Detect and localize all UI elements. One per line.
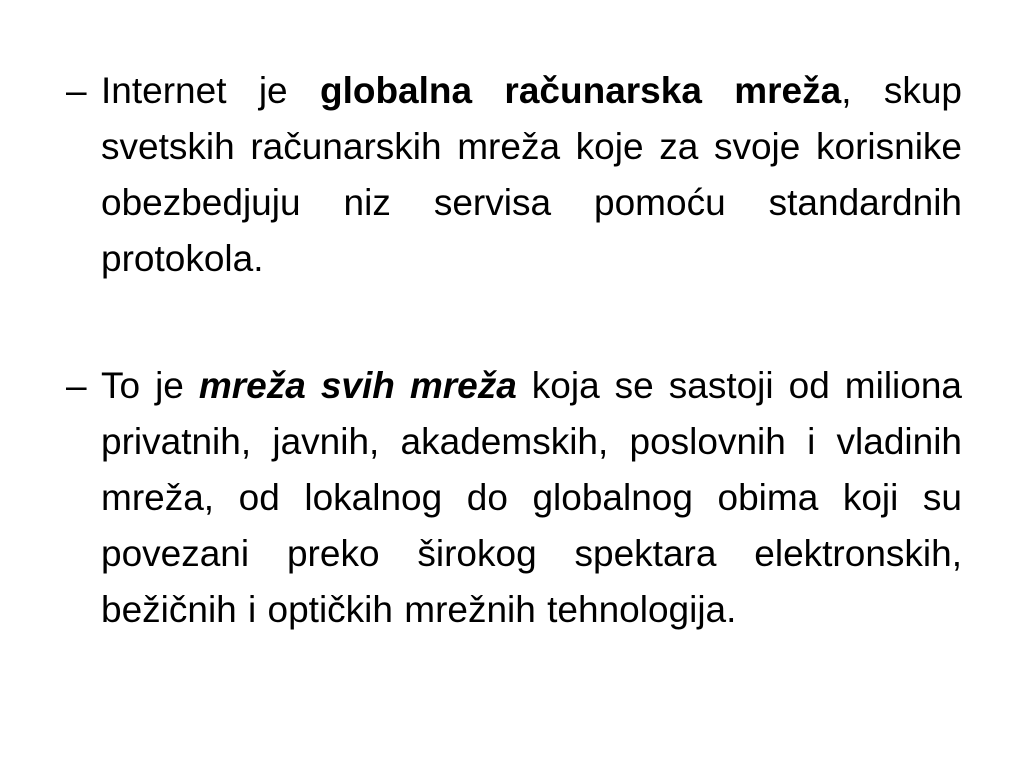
bullet-item-network-of-networks [66, 358, 962, 638]
bullet-paragraph [101, 63, 962, 287]
bullet-emphasis-bold-italic: mreža svih mreža [198, 365, 517, 406]
bullet-paragraph [101, 358, 962, 638]
bullet-lead-text: To je [101, 365, 199, 406]
dash-bullet-icon: – [66, 70, 87, 111]
bullet-body-text: koja se sastoji od miliona privatnih, javnih, akademskih, poslovnih i vladinih mreža, od lokalnog do globalnog obima koji su povezani preko širokog spektara elektronskih, bežičnih i optičkih mrežnih tehnologija. [101, 365, 962, 630]
dash-bullet-icon: – [66, 365, 87, 406]
bullet-emphasis-bold: globalna računarska mreža [319, 70, 842, 111]
bullet-item-internet-definition [66, 63, 962, 287]
bullet-lead-text: Internet je [101, 70, 320, 111]
bullet-body-text: , skup svetskih računarskih mreža koje za svoje korisnike obezbedjuju niz servisa pomoću standardnih protokola. [101, 70, 962, 279]
